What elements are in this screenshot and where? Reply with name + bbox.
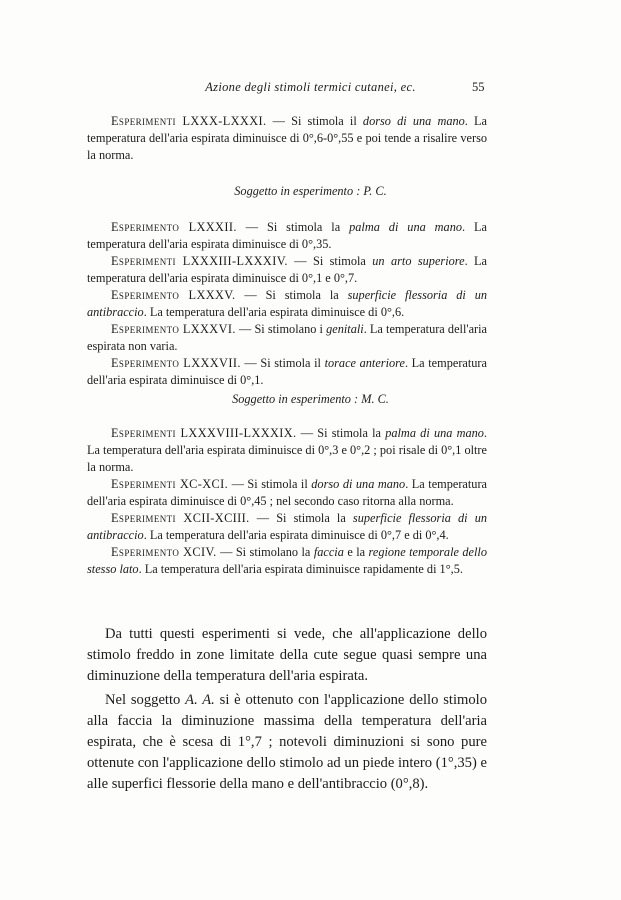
experiment-label: Esperimenti XC-XCI. [111,477,229,491]
experiment-label: Esperimento LXXXII. [111,220,237,234]
experiment-label: Esperimenti XCII-XCIII. [111,511,250,525]
conclusion-text [87,624,487,795]
experiment-paragraph: Esperimento LXXXII. — Si stimola la palma di una mano. La temperatura dell'aria espirata diminuisce di 0°,35. [87,220,487,251]
experiment-paragraph: Esperimenti LXXXVIII-LXXXIX. — Si stimola la palma di una mano. La temperatura dell'aria espirata diminuisce di 0°,3 e 0°,2 ; poi risale di 0°,1 oltre la norma. [87,426,487,474]
experiment-paragraph: Esperimenti LXXX-LXXXI. — Si stimola il dorso di una mano. La temperatura dell'aria espirata diminuisce di 0°,6-0°,55 e poi tende a risalire verso la norma. [87,114,488,162]
experiment-paragraph: Esperimento XCIV. — Si stimolano la faccia e la regione temporale dello stesso lato. La temperatura dell'aria espirata diminuisce rapidamente di 1°,5. [87,545,487,576]
conclusion-paragraph-1: Da tutti questi esperimenti si vede, che all'applicazione dello stimolo freddo in zone limitate della cute segue quasi sempre una diminuzione della temperatura dell'aria espirata. [87,626,487,684]
experiment-label: Esperimento XCIV. [111,545,217,559]
subject-heading-mc: Soggetto in esperimento : M. C. [232,392,389,406]
page-number: 55 [472,80,485,94]
experiment-paragraph: Esperimenti XCII-XCIII. — Si stimola la superficie flessoria di un antibraccio. La temperatura dell'aria espirata diminuisce di 0°,7 e di 0°,4. [87,511,487,542]
experiment-label: Esperimenti LXXX-LXXXI. [111,114,267,128]
running-title: Azione degli stimoli termici cutanei, ec. [205,80,416,94]
experiment-label: Esperimento LXXXV. [111,288,236,302]
experiment-label: Esperimento LXXXVI. [111,322,236,336]
experiment-label: Esperimento LXXXVII. [111,356,241,370]
experiment-label: Esperimenti LXXXVIII-LXXXIX. [111,426,297,440]
experiment-label: Esperimenti LXXXIII-LXXXIV. [111,254,288,268]
subject-heading-pc: Soggetto in esperimento : P. C. [234,184,387,198]
experiment-paragraph: Esperimenti XC-XCI. — Si stimola il dorso di una mano. La temperatura dell'aria espirata diminuisce di 0°,45 ; nel secondo caso ritorna alla norma. [87,477,488,508]
experiment-paragraph: Esperimento LXXXVI. — Si stimolano i genitali. La temperatura dell'aria espirata non varia. [87,322,488,353]
experiment-block-2 [87,219,487,389]
experiment-block-1 [87,113,487,164]
experiment-paragraph: Esperimento LXXXVII. — Si stimola il torace anteriore. La temperatura dell'aria espirata diminuisce di 0°,1. [87,356,487,387]
experiment-paragraph: Esperimenti LXXXIII-LXXXIV. — Si stimola un arto superiore. La temperatura dell'aria espirata diminuisce di 0°,1 e 0°,7. [87,254,488,285]
experiment-block-3 [87,425,487,578]
conclusion-paragraph-2: Nel soggetto A. A. si è ottenuto con l'applicazione dello stimolo alla faccia la diminuzione massima della temperatura dell'aria espirata, che è scesa di 1°,7 ; notevoli diminuzioni si sono pure ottenute con l'applicazione dello stimolo ad un piede intero (1°,35) e alle superfici flessorie della mano e dell'antibraccio (0°,8). [87,692,487,792]
experiment-paragraph: Esperimento LXXXV. — Si stimola la superficie flessoria di un antibraccio. La temperatura dell'aria espirata diminuisce di 0°,6. [87,288,488,319]
